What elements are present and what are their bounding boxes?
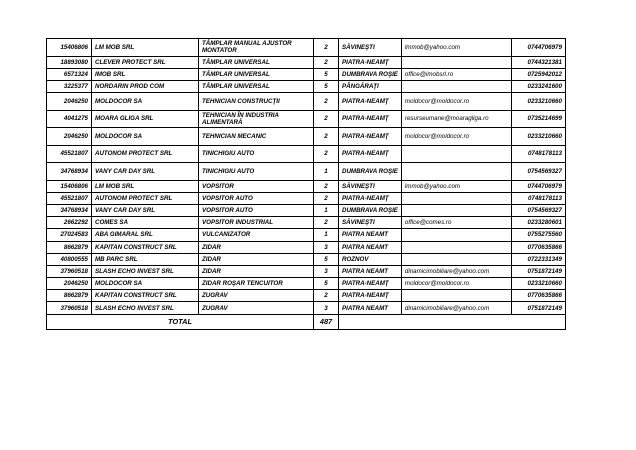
cell-company: MOARA GLIGA SRL — [92, 110, 199, 128]
cell-job-title: TEHNICIAN MECANIC — [199, 128, 314, 146]
cell-locality: PIATRA NEAMT — [339, 229, 402, 241]
vacancies-table — [46, 38, 566, 330]
cell-company: VANY CAR DAY SRL — [92, 163, 199, 181]
cell-id: 40800555 — [47, 253, 92, 265]
table-row — [47, 229, 566, 241]
cell-email: dinamicimobiliare@yahoo.com — [401, 302, 511, 314]
table-row — [47, 278, 566, 290]
cell-locality: DUMBRAVA ROŞIE — [339, 68, 402, 80]
cell-company: KAPITAN CONSTRUCT SRL — [92, 241, 199, 253]
cell-email — [401, 204, 511, 216]
cell-vacancy-count: 2 — [314, 290, 339, 302]
cell-phone: 0748178113 — [511, 192, 565, 204]
cell-locality: PIATRA-NEAMŢ — [339, 290, 402, 302]
cell-company: VANY CAR DAY SRL — [92, 204, 199, 216]
cell-job-title: TÂMPLAR UNIVERSAL — [199, 56, 314, 68]
table-row — [47, 180, 566, 192]
cell-vacancy-count: 2 — [314, 110, 339, 128]
cell-company: MOLDOCOR SA — [92, 128, 199, 146]
cell-phone: 0748178113 — [511, 145, 565, 163]
cell-locality: SĂVINEŞTI — [339, 180, 402, 192]
cell-vacancy-count: 2 — [314, 128, 339, 146]
cell-phone: 0754569327 — [511, 163, 565, 181]
cell-vacancy-count: 3 — [314, 265, 339, 277]
cell-company: LM MOB SRL — [92, 180, 199, 192]
cell-vacancy-count: 2 — [314, 180, 339, 192]
cell-id: 3225377 — [47, 80, 92, 92]
cell-job-title: ZUGRAV — [199, 302, 314, 314]
cell-vacancy-count: 2 — [314, 217, 339, 229]
cell-company: AUTONOM PROTECT SRL — [92, 145, 199, 163]
cell-id: 37960518 — [47, 265, 92, 277]
cell-email — [401, 241, 511, 253]
cell-locality: ROZNOV — [339, 253, 402, 265]
cell-job-title: ZIDAR — [199, 241, 314, 253]
cell-vacancy-count: 3 — [314, 302, 339, 314]
cell-phone: 0233210660 — [511, 278, 565, 290]
cell-id: 2662292 — [47, 217, 92, 229]
cell-locality: PIATRA-NEAMŢ — [339, 93, 402, 111]
cell-vacancy-count: 2 — [314, 145, 339, 163]
cell-phone: 0755275560 — [511, 229, 565, 241]
cell-locality: PIATRA-NEAMŢ — [339, 128, 402, 146]
cell-email: lmmob@yahoo.com — [401, 39, 511, 57]
cell-locality: PIATRA-NEAMŢ — [339, 56, 402, 68]
total-row-empty-cell — [339, 314, 566, 329]
total-label: TOTAL — [47, 314, 314, 329]
cell-vacancy-count: 3 — [314, 241, 339, 253]
cell-vacancy-count: 2 — [314, 39, 339, 57]
cell-job-title: ZUGRAV — [199, 290, 314, 302]
cell-company: CLEVER PROTECT SRL — [92, 56, 199, 68]
table-row — [47, 217, 566, 229]
cell-email — [401, 163, 511, 181]
cell-id: 15406806 — [47, 180, 92, 192]
cell-locality: PÂNGĂRAŢI — [339, 80, 402, 92]
cell-locality: PIATRA-NEAMŢ — [339, 145, 402, 163]
cell-email: moldocor@moldocor.ro — [401, 278, 511, 290]
cell-locality: DUMBRAVA ROŞIE — [339, 163, 402, 181]
cell-locality: PIATRA NEAMT — [339, 302, 402, 314]
table-row — [47, 253, 566, 265]
cell-locality: PIATRA-NEAMŢ — [339, 110, 402, 128]
cell-phone: 0744706979 — [511, 180, 565, 192]
table-row — [47, 145, 566, 163]
cell-vacancy-count: 2 — [314, 56, 339, 68]
cell-vacancy-count: 5 — [314, 278, 339, 290]
table-row — [47, 204, 566, 216]
cell-phone: 0770635866 — [511, 241, 565, 253]
cell-company: IMOB SRL — [92, 68, 199, 80]
cell-job-title: ZIDAR ROŞAR TENCUITOR — [199, 278, 314, 290]
cell-phone: 0233210660 — [511, 93, 565, 111]
cell-id: 4041275 — [47, 110, 92, 128]
cell-company: MOLDOCOR SA — [92, 278, 199, 290]
cell-email: office@comes.ro — [401, 217, 511, 229]
cell-company: SLASH ECHO INVEST SRL — [92, 265, 199, 277]
cell-id: 2046250 — [47, 128, 92, 146]
cell-job-title: VOPSITOR INDUSTRIAL — [199, 217, 314, 229]
cell-vacancy-count: 1 — [314, 229, 339, 241]
cell-id: 2046250 — [47, 278, 92, 290]
cell-locality: PIATRA-NEAMŢ — [339, 192, 402, 204]
cell-email: lmmob@yahoo.com — [401, 180, 511, 192]
cell-id: 8662879 — [47, 241, 92, 253]
cell-phone: 0751872149 — [511, 265, 565, 277]
cell-job-title: TEHNICIAN CONSTRUCŢII — [199, 93, 314, 111]
cell-job-title: VOPSITOR AUTO — [199, 192, 314, 204]
cell-job-title: TÂMPLAR MANUAL AJUSTOR MONTATOR — [199, 39, 314, 57]
cell-job-title: TINICHIGIU AUTO — [199, 163, 314, 181]
cell-company: KAPITAN CONSTRUCT SRL — [92, 290, 199, 302]
cell-vacancy-count: 1 — [314, 163, 339, 181]
cell-phone: 0735214699 — [511, 110, 565, 128]
cell-job-title: ZIDAR — [199, 253, 314, 265]
table-row — [47, 56, 566, 68]
table-row — [47, 290, 566, 302]
cell-company: MOLDOCOR SA — [92, 93, 199, 111]
cell-locality: PIATRA NEAMT — [339, 241, 402, 253]
cell-id: 6571324 — [47, 68, 92, 80]
cell-locality: SĂVINEŞTI — [339, 39, 402, 57]
table-row — [47, 39, 566, 57]
cell-job-title: TÂMPLAR UNIVERSAL — [199, 80, 314, 92]
cell-job-title: TINICHIGIU AUTO — [199, 145, 314, 163]
cell-email — [401, 145, 511, 163]
cell-locality: PIATRA NEAMT — [339, 265, 402, 277]
cell-id: 27024583 — [47, 229, 92, 241]
cell-phone: 0233210660 — [511, 128, 565, 146]
cell-job-title: ZIDAR — [199, 265, 314, 277]
cell-phone: 0744706979 — [511, 39, 565, 57]
table-row — [47, 93, 566, 111]
cell-email — [401, 253, 511, 265]
total-value: 487 — [314, 314, 339, 329]
cell-email: moldocor@moldocor.ro — [401, 93, 511, 111]
cell-job-title: VULCANIZATOR — [199, 229, 314, 241]
cell-locality: SĂVINEŞTI — [339, 217, 402, 229]
cell-email: resurseumane@moaragliga.ro — [401, 110, 511, 128]
table-row — [47, 80, 566, 92]
job-vacancies-sheet — [46, 38, 566, 330]
cell-id: 34768934 — [47, 163, 92, 181]
table-row — [47, 68, 566, 80]
cell-job-title: TÂMPLAR UNIVERSAL — [199, 68, 314, 80]
cell-id: 2046250 — [47, 93, 92, 111]
cell-locality: DUMBRAVA ROŞIE — [339, 204, 402, 216]
cell-email — [401, 80, 511, 92]
cell-company: COMES SA — [92, 217, 199, 229]
cell-email — [401, 290, 511, 302]
cell-id: 34768934 — [47, 204, 92, 216]
cell-company: ABA GIMARAL SRL — [92, 229, 199, 241]
cell-job-title: VOPSITOR — [199, 180, 314, 192]
cell-phone: 0233241600 — [511, 80, 565, 92]
cell-locality: PIATRA-NEAMŢ — [339, 278, 402, 290]
table-row — [47, 163, 566, 181]
total-row — [47, 314, 566, 329]
cell-phone: 0233280601 — [511, 217, 565, 229]
cell-phone: 0751872149 — [511, 302, 565, 314]
table-row — [47, 241, 566, 253]
table-row — [47, 265, 566, 277]
cell-vacancy-count: 1 — [314, 204, 339, 216]
cell-company: NORDARIN PROD COM — [92, 80, 199, 92]
cell-phone: 0744321381 — [511, 56, 565, 68]
table-row — [47, 192, 566, 204]
cell-vacancy-count: 5 — [314, 80, 339, 92]
cell-email: office@imobsrl.ro — [401, 68, 511, 80]
cell-company: MB PARC SRL — [92, 253, 199, 265]
cell-id: 45521807 — [47, 145, 92, 163]
cell-email: dinamicimobiliare@yahoo.com — [401, 265, 511, 277]
cell-id: 8662879 — [47, 290, 92, 302]
cell-id: 15406806 — [47, 39, 92, 57]
cell-phone: 0725942012 — [511, 68, 565, 80]
cell-id: 45521807 — [47, 192, 92, 204]
cell-id: 37960518 — [47, 302, 92, 314]
cell-company: AUTONOM PROTECT SRL — [92, 192, 199, 204]
cell-id: 18893080 — [47, 56, 92, 68]
cell-vacancy-count: 5 — [314, 253, 339, 265]
vacancies-table-body — [47, 39, 566, 315]
cell-company: LM MOB SRL — [92, 39, 199, 57]
cell-vacancy-count: 2 — [314, 192, 339, 204]
table-row — [47, 302, 566, 314]
table-row — [47, 110, 566, 128]
cell-job-title: TEHNICIAN ÎN INDUSTRIA ALIMENTARĂ — [199, 110, 314, 128]
cell-email — [401, 56, 511, 68]
cell-company: SLASH ECHO INVEST SRL — [92, 302, 199, 314]
cell-vacancy-count: 2 — [314, 93, 339, 111]
table-row — [47, 128, 566, 146]
cell-phone: 0770635866 — [511, 290, 565, 302]
cell-email: moldocor@moldocor.ro — [401, 128, 511, 146]
cell-email — [401, 192, 511, 204]
cell-vacancy-count: 5 — [314, 68, 339, 80]
cell-job-title: VOPSITOR AUTO — [199, 204, 314, 216]
cell-phone: 0754569327 — [511, 204, 565, 216]
cell-email — [401, 229, 511, 241]
cell-phone: 0722331349 — [511, 253, 565, 265]
